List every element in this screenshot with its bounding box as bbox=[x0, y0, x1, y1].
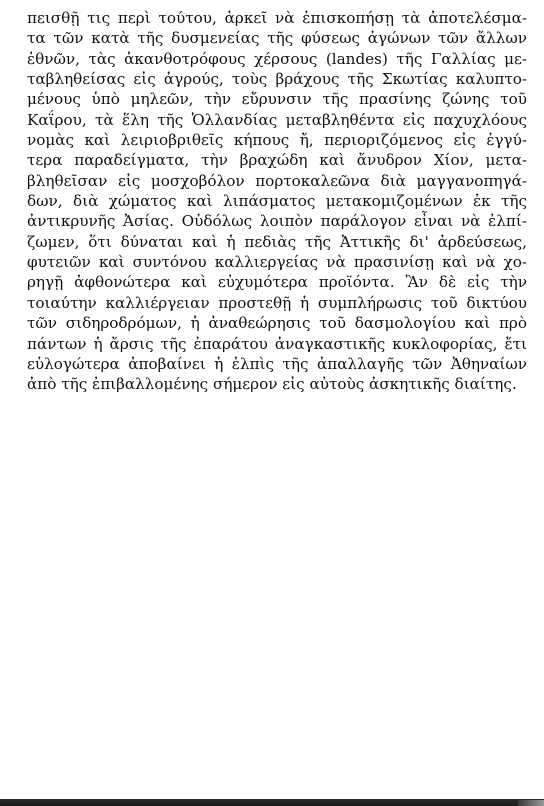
text-line: δων, διὰ χώματος καὶ λιπάσματος μετακομιζομένων ἐκ τῆς bbox=[27, 192, 527, 211]
text-line: τοιαύτην καλλιέργειαν προστεθῇ ἡ συμπλήρωσις τοῦ δικτύου bbox=[27, 293, 527, 312]
text-line: ἀντικρυνῆς Ἀσίας. Οὐδόλως λοιπὸν παράλογον εἶναι νὰ ἐλπί- bbox=[27, 212, 527, 231]
text-line: ἐθνῶν, τὰς ἀκανθοτρόφους χέρσους (landes) τῆς Γαλλίας με- bbox=[27, 49, 527, 68]
text-line: τα τῶν κατὰ τῆς δυσμενείας τῆς φύσεως ἀγώνων τῶν ἄλλων bbox=[27, 29, 527, 48]
text-line: πάντων ἡ ἄρσις τῆς ἐπαράτου ἀναγκαστικῆς κυκλοφορίας, ἔτι bbox=[27, 334, 527, 353]
text-line: ταβληθείσας εἰς ἀγρούς, τοὺς βράχους τῆς Σκωτίας καλυπτο- bbox=[27, 70, 527, 89]
text-line: Καΐρου, τὰ ἕλη τῆς Ὁλλανδίας μεταβληθέντα εἰς παχυχλόους bbox=[27, 110, 527, 129]
text-line: νομὰς καὶ λειριοβριθεῖς κήπους ἤ, περιοριζόμενος εἰς ἐγγύ- bbox=[27, 131, 527, 150]
text-line: πεισθῇ τις περὶ τούτου, ἀρκεῖ νὰ ἐπισκοπήσῃ τὰ ἀποτελέσμα- bbox=[27, 9, 527, 27]
scan-bottom-edge bbox=[0, 799, 544, 806]
body-text bbox=[27, 8, 527, 395]
text-line: ἀπὸ τῆς ἐπιβαλλομένης σήμερον εἰς αὐτοὺς ἀσκητικῆς διαίτης. bbox=[27, 375, 517, 394]
text-line: τῶν σιδηροδρόμων, ἡ ἀναθεώρησις τοῦ δασμολογίου καὶ πρὸ bbox=[27, 314, 527, 333]
text-line: βληθεῖσαν εἰς μοσχοβόλον πορτοκαλεῶνα διὰ μαγγανοπηγά- bbox=[27, 171, 527, 190]
text-line: εὐλογώτερα ἀποβαίνει ἡ ἐλπὶς τῆς ἀπαλλαγῆς τῶν Ἀθηναίων bbox=[27, 354, 527, 373]
text-line: ζωμεν, ὅτι δύναται καὶ ἡ πεδιὰς τῆς Ἀττικῆς δι' ἀρδεύσεως, bbox=[27, 232, 527, 251]
text-line: ρηγῇ ἀφθονώτερα καὶ εὐχυμότερα προϊόντα. Ἂν δὲ εἰς τὴν bbox=[27, 273, 527, 292]
text-line: φυτειῶν καὶ συντόνου καλλιεργείας νὰ πρασινίσῃ καὶ νὰ χο- bbox=[27, 253, 527, 272]
text-line: τερα παραδείγματα, τὴν βραχώδη καὶ ἄνυδρον Χίον, μετα- bbox=[27, 151, 527, 170]
text-line: μένους ὑπὸ μηλεῶν, τὴν εὔρυνσιν τῆς πρασίνης ζώνης τοῦ bbox=[27, 90, 527, 109]
